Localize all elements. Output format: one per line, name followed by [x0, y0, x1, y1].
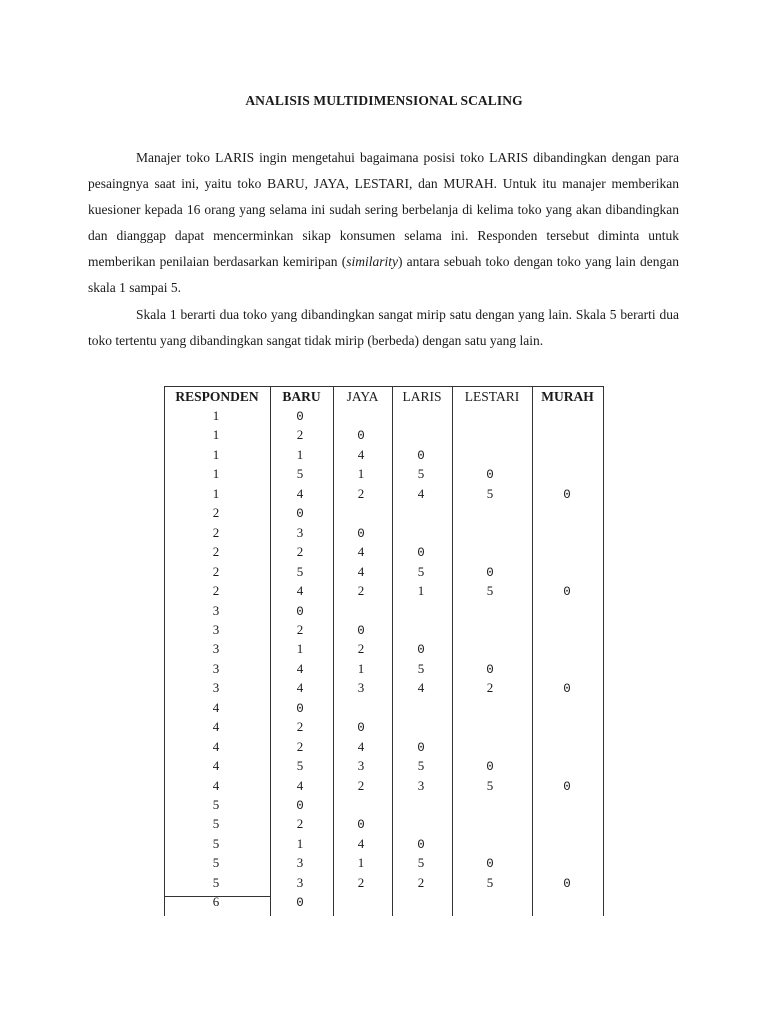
cell-lestari: 5 [486, 583, 494, 599]
cell-laris: 1 [417, 583, 425, 599]
cell-baru: 0 [296, 507, 304, 522]
cell-responden: 2 [212, 563, 220, 579]
cell-jaya: 1 [357, 855, 365, 871]
cell-baru: 5 [296, 758, 304, 774]
intro-text-after: ) antara sebuah toko dengan toko yang lain dengan skala 1 sampai 5. [88, 254, 679, 295]
cell-jaya: 2 [357, 485, 365, 501]
header-responden: RESPONDEN [175, 389, 259, 404]
cell-jaya: 2 [357, 641, 365, 657]
cell-responden: 1 [212, 446, 220, 462]
cell-baru: 5 [296, 563, 304, 579]
intro-text-before: Manajer toko LARIS ingin mengetahui bagaimana posisi toko LARIS dibandingkan dengan para pesaingnya saat ini, yaitu toko BARU, JAYA, LESTARI, dan MURAH. Untuk itu manajer memberikan kuesioner kepada 16 orang yang selama ini sudah sering berbelanja di kelima toko yang akan dibandingkan dan dianggap dapat mencerminkan sikap konsumen selama ini. Responden tersebut diminta untuk memberikan penilaian berdasarkan kemiripan ( [88, 150, 679, 269]
cell-baru: 3 [296, 874, 304, 890]
cell-laris: 5 [417, 758, 425, 774]
cell-jaya: 1 [357, 660, 365, 676]
cell-jaya: 0 [357, 623, 365, 638]
cell-responden: 3 [212, 621, 220, 637]
cell-responden: 4 [212, 738, 220, 754]
cell-jaya: 4 [357, 563, 365, 579]
intro-emphasis: similarity [346, 254, 398, 269]
cell-responden: 1 [212, 427, 220, 443]
cell-murah: 0 [563, 487, 571, 502]
cell-responden: 4 [212, 719, 220, 735]
header-lestari: LESTARI [464, 389, 520, 404]
table-top-border [164, 386, 604, 387]
cell-baru: 0 [296, 701, 304, 716]
cell-responden: 4 [212, 777, 220, 793]
cell-laris: 0 [417, 837, 425, 852]
cell-baru: 5 [296, 466, 304, 482]
cell-baru: 2 [296, 719, 304, 735]
cell-lestari: 2 [486, 680, 494, 696]
cell-jaya: 0 [357, 429, 365, 444]
cell-responden: 5 [212, 816, 220, 832]
table-divider [532, 386, 533, 916]
cell-baru: 0 [296, 896, 304, 911]
cell-baru: 1 [296, 446, 304, 462]
cell-baru: 2 [296, 427, 304, 443]
cell-responden: 4 [212, 758, 220, 774]
cell-jaya: 4 [357, 738, 365, 754]
scale-paragraph [88, 302, 679, 354]
cell-responden: 3 [212, 680, 220, 696]
cell-lestari: 5 [486, 777, 494, 793]
header-baru: BARU [282, 389, 321, 404]
header-laris: LARIS [402, 389, 442, 404]
cell-jaya: 0 [357, 818, 365, 833]
cell-lestari: 5 [486, 485, 494, 501]
cell-responden: 6 [212, 894, 220, 910]
cell-jaya: 2 [357, 777, 365, 793]
cell-responden: 1 [212, 408, 220, 423]
cell-laris: 0 [417, 448, 425, 463]
cell-lestari: 0 [486, 565, 494, 580]
cell-baru: 0 [296, 604, 304, 619]
cell-responden: 5 [212, 855, 220, 871]
table-divider [333, 386, 334, 916]
cell-jaya: 3 [357, 758, 365, 774]
cell-laris: 0 [417, 643, 425, 658]
cell-baru: 2 [296, 544, 304, 560]
cell-jaya: 0 [357, 526, 365, 541]
cell-baru: 2 [296, 738, 304, 754]
cell-responden: 1 [212, 466, 220, 482]
cell-lestari: 5 [486, 874, 494, 890]
scale-text: Skala 1 berarti dua toko yang dibandingkan sangat mirip satu dengan yang lain. Skala 5 berarti dua toko tertentu yang dibandingkan sangat tidak mirip (berbeda) dengan satu yang lain. [88, 307, 679, 348]
table-divider [392, 386, 393, 916]
cell-murah: 0 [563, 876, 571, 891]
cell-lestari: 0 [486, 662, 494, 677]
cell-murah: 0 [563, 779, 571, 794]
cell-responden: 2 [212, 524, 220, 540]
cell-murah: 0 [563, 585, 571, 600]
cell-responden: 3 [212, 660, 220, 676]
cell-responden: 3 [212, 641, 220, 657]
table-divider [452, 386, 453, 916]
cell-baru: 2 [296, 816, 304, 832]
cell-jaya: 0 [357, 721, 365, 736]
cell-laris: 0 [417, 546, 425, 561]
cell-responden: 3 [212, 602, 220, 618]
cell-jaya: 3 [357, 680, 365, 696]
cell-responden: 5 [212, 835, 220, 851]
cell-baru: 0 [296, 799, 304, 813]
header-murah: MURAH [541, 389, 594, 404]
cell-murah: 0 [563, 682, 571, 697]
cell-laris: 5 [417, 466, 425, 482]
cell-baru: 0 [296, 410, 304, 424]
cell-baru: 4 [296, 777, 304, 793]
cell-lestari: 0 [486, 468, 494, 483]
cell-baru: 3 [296, 524, 304, 540]
cell-laris: 5 [417, 563, 425, 579]
cell-jaya: 4 [357, 446, 365, 462]
header-jaya: JAYA [346, 389, 379, 404]
cell-responden: 1 [212, 485, 220, 501]
cell-laris: 4 [417, 485, 425, 501]
cell-jaya: 4 [357, 835, 365, 851]
cell-jaya: 2 [357, 874, 365, 890]
cell-baru: 1 [296, 641, 304, 657]
cell-baru: 4 [296, 660, 304, 676]
cell-baru: 4 [296, 485, 304, 501]
cell-responden: 5 [212, 797, 220, 812]
cell-responden: 2 [212, 505, 220, 521]
cell-laris: 3 [417, 777, 425, 793]
cell-responden: 2 [212, 583, 220, 599]
cell-responden: 2 [212, 544, 220, 560]
table-divider [270, 386, 271, 916]
cell-jaya: 1 [357, 466, 365, 482]
page-title: ANALISIS MULTIDIMENSIONAL SCALING [245, 93, 523, 108]
cell-jaya: 2 [357, 583, 365, 599]
cell-laris: 5 [417, 660, 425, 676]
cell-laris: 4 [417, 680, 425, 696]
cell-lestari: 0 [486, 857, 494, 872]
cell-baru: 1 [296, 835, 304, 851]
cell-responden: 5 [212, 874, 220, 890]
cell-lestari: 0 [486, 760, 494, 775]
cell-laris: 0 [417, 740, 425, 755]
table-border-left [164, 386, 165, 916]
cell-responden: 4 [212, 699, 220, 715]
cell-laris: 2 [417, 874, 425, 890]
intro-paragraph [88, 145, 679, 301]
cell-baru: 4 [296, 583, 304, 599]
cell-baru: 3 [296, 855, 304, 871]
cell-baru: 2 [296, 621, 304, 637]
cell-baru: 4 [296, 680, 304, 696]
similarity-table [164, 386, 604, 916]
cell-laris: 5 [417, 855, 425, 871]
table-border-right [603, 386, 604, 916]
cell-jaya: 4 [357, 544, 365, 560]
